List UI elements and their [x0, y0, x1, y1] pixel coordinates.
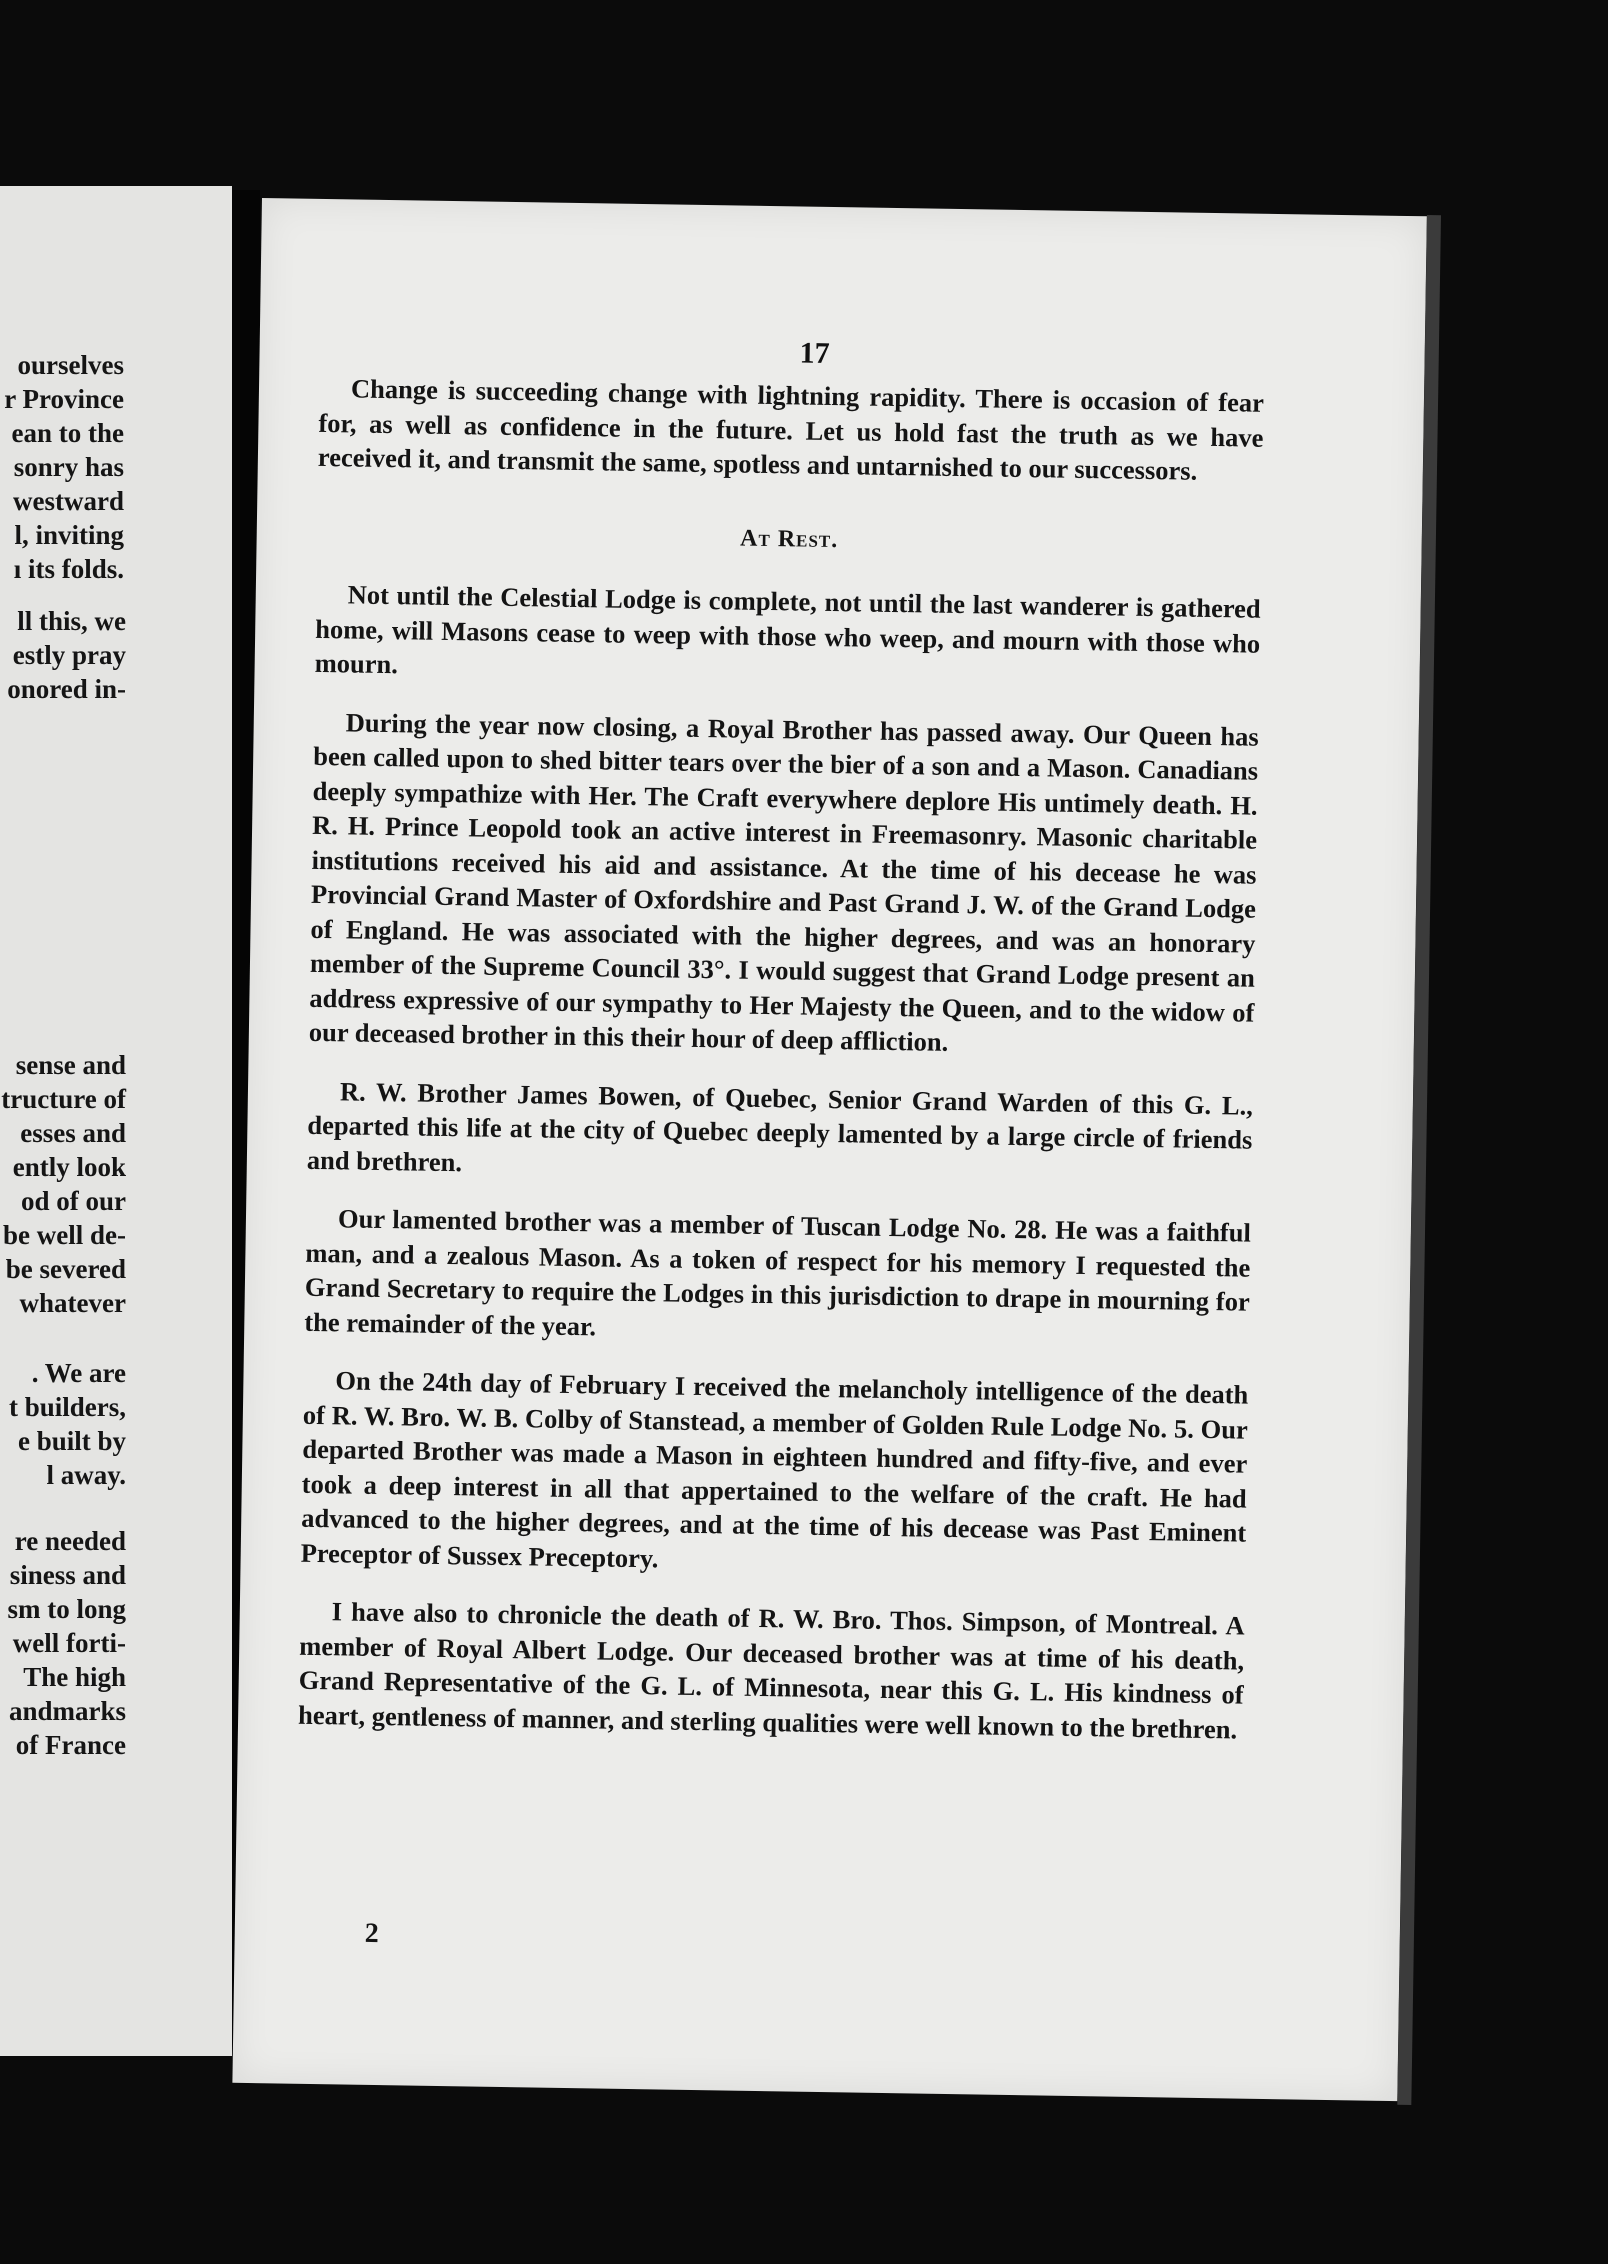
left-page-line: andmarks — [8, 1696, 126, 1726]
previous-page-fragment — [0, 186, 232, 2056]
left-page-line: re needed — [14, 1526, 126, 1556]
left-page-line: ll this, we — [17, 606, 126, 636]
paragraph: During the year now closing, a Royal Brother has passed away. Our Queen has been called upon to shed bitter tears over the bier of a son and a Mason. Canadians deeply sympathize with Her. The Craft everywhere deplore His untimely death. H. R. H. Prince Leopold took an active interest in Freemasonry. Masonic charitable institutions received his aid and assistance. At the time of his decease he was Provincial Grand Master of Oxfordshire and Past Grand J. W. of the Grand Lodge of England. He was associated with the higher degrees, and was an honorary member of the Supreme Council 33°. I would suggest that Grand Lodge present an address expressive of our sympathy to Her Majesty the Queen, and to the widow of our deceased brother in this their hour of deep affliction. — [308, 706, 1259, 1057]
left-page-line: well forti- — [12, 1628, 126, 1658]
left-page-line: l, inviting — [14, 520, 124, 550]
left-page-line: westward — [13, 486, 124, 516]
left-page-line: ently look — [12, 1152, 126, 1182]
left-page-line: esses and — [20, 1118, 126, 1148]
left-page-line: estly pray — [12, 640, 126, 670]
page-17 — [232, 198, 1426, 2101]
left-page-line: onored in- — [7, 674, 126, 704]
signature-mark: 2 — [364, 1917, 379, 1950]
intro-paragraph: Change is succeeding change with lightning rapidity. There is occasion of fear for, as well as confidence in the future. Let us hold fast the truth as we have received it, and transmit the same, spotless and untarnished to our successors. — [317, 373, 1265, 486]
left-page-line: The high — [23, 1662, 126, 1692]
left-page-line: sense and — [15, 1050, 126, 1080]
left-page-line: sm to long — [7, 1594, 126, 1624]
paragraph: On the 24th day of February I received the melancholy intelligence of the death of R. W. Bro. W. B. Colby of Stanstead, a member of Golden Rule Lodge No. 5. Our departed Brother was made a Mason in eighteen hundred and fifty-five, and ever took a deep interest in all that appertained to the welfare of the craft. He had advanced to the higher degrees, and at the time of his decease was Past Eminent Preceptor of Sussex Preceptory. — [300, 1365, 1249, 1573]
paragraph: I have also to chronicle the death of R. W. Bro. Thos. Simpson, of Montreal. A member of Royal Albert Lodge. Our deceased brother was at time of his death, Grand Representative of the G. L. of Minnesota, near this G. L. His kindness of heart, gentleness of manner, and sterling qualities were well known to the brethren. — [297, 1596, 1245, 1745]
page-body — [298, 371, 1264, 1747]
left-page-line: whatever — [19, 1288, 126, 1318]
left-page-line: sonry has — [13, 452, 124, 482]
left-page-line: siness and — [9, 1560, 126, 1590]
left-page-line: of France — [15, 1730, 126, 1760]
left-page-line: . We are — [31, 1358, 126, 1388]
left-page-line: be severed — [5, 1254, 126, 1284]
left-page-line: be well de- — [3, 1220, 126, 1250]
left-page-line: ı its folds. — [13, 554, 124, 584]
left-page-line: ourselves — [17, 350, 124, 380]
paragraph: Not until the Celestial Lodge is complete, not until the last wanderer is gathered home, will Masons cease to weep with those who weep, and mourn with those who mourn. — [314, 579, 1261, 680]
paragraph: Our lamented brother was a member of Tuscan Lodge No. 28. He was a faithful man, and a zealous Mason. As a token of respect for his memory I requested the Grand Secretary to require the Lodges in this jurisdiction to drape in mourning for the remainder of the year. — [304, 1203, 1252, 1341]
left-page-line: ean to the — [11, 418, 124, 448]
left-page-line: t builders, — [8, 1392, 126, 1422]
left-page-line: l away. — [46, 1460, 126, 1490]
left-page-line: e built by — [17, 1426, 126, 1456]
left-page-line: r Province — [4, 384, 124, 414]
page-number: 17 — [799, 336, 830, 370]
paragraph: R. W. Brother James Bowen, of Quebec, Senior Grand Warden of this G. L., departed this life at the city of Quebec deeply lamented by a large circle of friends and brethren. — [306, 1075, 1254, 1177]
left-page-line: tructure of — [1, 1084, 126, 1114]
section-heading: At Rest. — [739, 525, 839, 553]
left-page-line: od of our — [20, 1186, 126, 1216]
